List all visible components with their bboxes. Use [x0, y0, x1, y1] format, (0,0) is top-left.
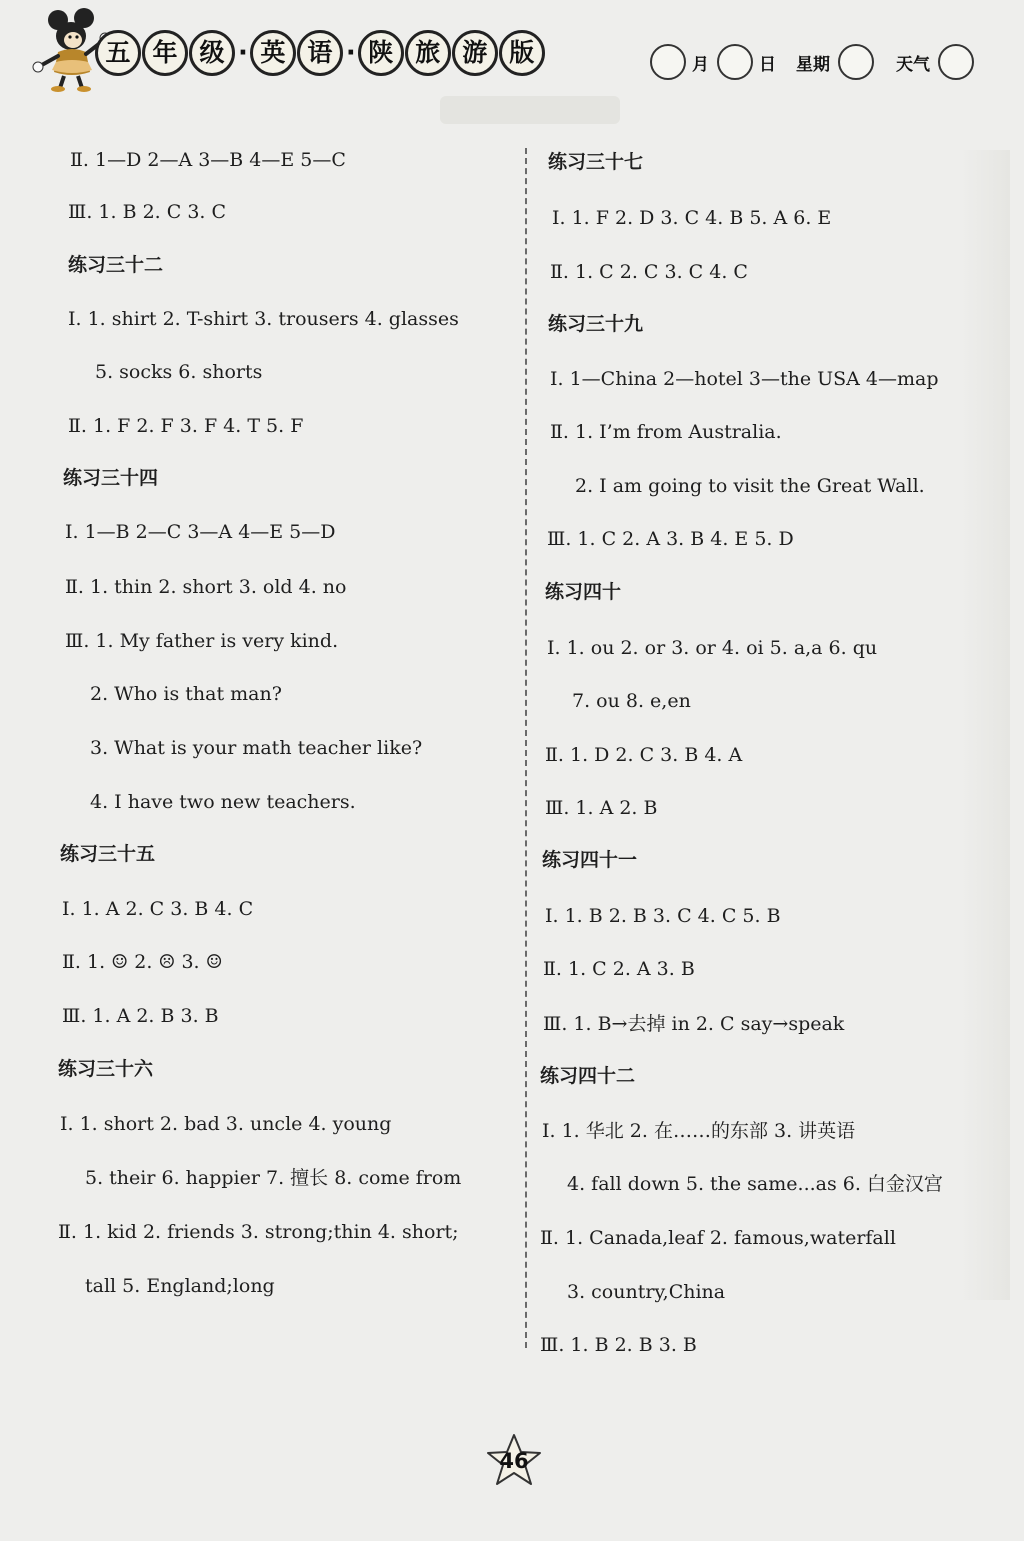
answer-line: Ⅰ. 1—B 2—C 3—A 4—E 5—D	[65, 521, 336, 543]
section-heading: 练习三十二	[68, 254, 164, 276]
answer-line: Ⅱ. 1. Canada,leaf 2. famous,waterfall	[540, 1227, 896, 1249]
answer-line: 3. country,China	[567, 1281, 726, 1303]
answer-line: Ⅱ. 1. I’m from Australia.	[550, 421, 782, 443]
weather-blank	[938, 44, 974, 80]
title-char: 语	[297, 30, 343, 76]
month-label: 月	[692, 54, 709, 75]
answer-line: 3. What is your math teacher like?	[90, 737, 423, 759]
section-heading: 练习三十七	[548, 151, 644, 173]
answer-line: Ⅱ. 1. ☺ 2. ☹ 3. ☺	[62, 951, 223, 973]
weekday-label: 星期	[796, 54, 830, 75]
answer-line: Ⅰ. 1. F 2. D 3. C 4. B 5. A 6. E	[552, 207, 832, 229]
answer-line: 4. fall down 5. the same...as 6. 白金汉宫	[567, 1173, 943, 1195]
title-separator: ·	[345, 38, 356, 68]
answer-line: Ⅲ. 1. B 2. B 3. B	[540, 1334, 697, 1356]
day-label: 日	[759, 54, 776, 75]
answer-line: Ⅰ. 1. 华北 2. 在……的东部 3. 讲英语	[542, 1120, 856, 1142]
month-blank	[650, 44, 686, 80]
section-heading: 练习三十四	[63, 467, 159, 489]
answer-line: Ⅱ. 1. C 2. A 3. B	[543, 958, 695, 980]
answer-line: Ⅲ. 1. C 2. A 3. B 4. E 5. D	[547, 528, 794, 550]
bleed-through-artifact	[440, 96, 620, 124]
title-separator: ·	[238, 38, 248, 68]
title-char: 版	[499, 30, 545, 76]
answer-line: Ⅰ. 1. A 2. C 3. B 4. C	[62, 898, 254, 920]
date-weather-fields	[650, 44, 980, 80]
answer-line: Ⅰ. 1. short 2. bad 3. uncle 4. young	[60, 1113, 392, 1135]
section-heading: 练习三十六	[58, 1058, 154, 1080]
answer-line: 7. ou 8. e,en	[572, 690, 691, 712]
answer-line: Ⅰ. 1. shirt 2. T-shirt 3. trousers 4. glasses	[68, 308, 459, 330]
answer-line: Ⅰ. 1—China 2—hotel 3—the USA 4—map	[550, 368, 939, 390]
answer-line: Ⅱ. 1. D 2. C 3. B 4. A	[545, 744, 743, 766]
day-blank	[717, 44, 753, 80]
section-heading: 练习四十二	[540, 1065, 636, 1087]
answer-line: Ⅲ. 1. My father is very kind.	[65, 630, 339, 652]
answer-line: Ⅱ. 1. F 2. F 3. F 4. T 5. F	[68, 415, 304, 437]
answer-line: 2. I am going to visit the Great Wall.	[575, 475, 925, 497]
answer-line: 2. Who is that man?	[90, 683, 282, 705]
page-header	[0, 0, 1024, 100]
answer-line: Ⅲ. 1. B 2. C 3. C	[68, 201, 227, 223]
answer-line: 5. socks 6. shorts	[95, 361, 263, 383]
answer-line: Ⅲ. 1. A 2. B	[545, 797, 658, 819]
answer-line: tall 5. England;long	[85, 1275, 275, 1297]
answer-line: 4. I have two new teachers.	[90, 791, 356, 813]
answer-line: Ⅱ. 1. kid 2. friends 3. strong;thin 4. short;	[58, 1221, 459, 1243]
column-divider	[525, 148, 527, 1348]
weather-label: 天气	[896, 54, 930, 75]
bleed-through-artifact	[960, 150, 1010, 1300]
title-char: 旅	[405, 30, 451, 76]
answer-line: Ⅰ. 1. ou 2. or 3. or 4. oi 5. a,a 6. qu	[547, 637, 878, 659]
answer-line: Ⅲ. 1. B→去掉 in 2. C say→speak	[543, 1013, 845, 1035]
title-char: 年	[142, 30, 188, 76]
answer-line: Ⅲ. 1. A 2. B 3. B	[62, 1005, 219, 1027]
title-char: 英	[250, 30, 296, 76]
title-char: 游	[452, 30, 498, 76]
title-char: 级	[189, 30, 235, 76]
book-title	[95, 30, 546, 76]
section-heading: 练习四十一	[542, 849, 638, 871]
answer-line: Ⅰ. 1. B 2. B 3. C 4. C 5. B	[545, 905, 781, 927]
answer-line: Ⅱ. 1. thin 2. short 3. old 4. no	[65, 576, 347, 598]
weekday-blank	[838, 44, 874, 80]
page-number: 46	[499, 1449, 529, 1473]
section-heading: 练习三十五	[60, 843, 156, 865]
answer-line: 5. their 6. happier 7. 擅长 8. come from	[85, 1167, 462, 1189]
section-heading: 练习三十九	[548, 313, 644, 335]
title-char: 五	[95, 30, 141, 76]
answer-line: Ⅱ. 1. C 2. C 3. C 4. C	[550, 261, 748, 283]
section-heading: 练习四十	[545, 581, 622, 603]
title-char: 陕	[358, 30, 404, 76]
answer-line: Ⅱ. 1—D 2—A 3—B 4—E 5—C	[70, 149, 346, 171]
